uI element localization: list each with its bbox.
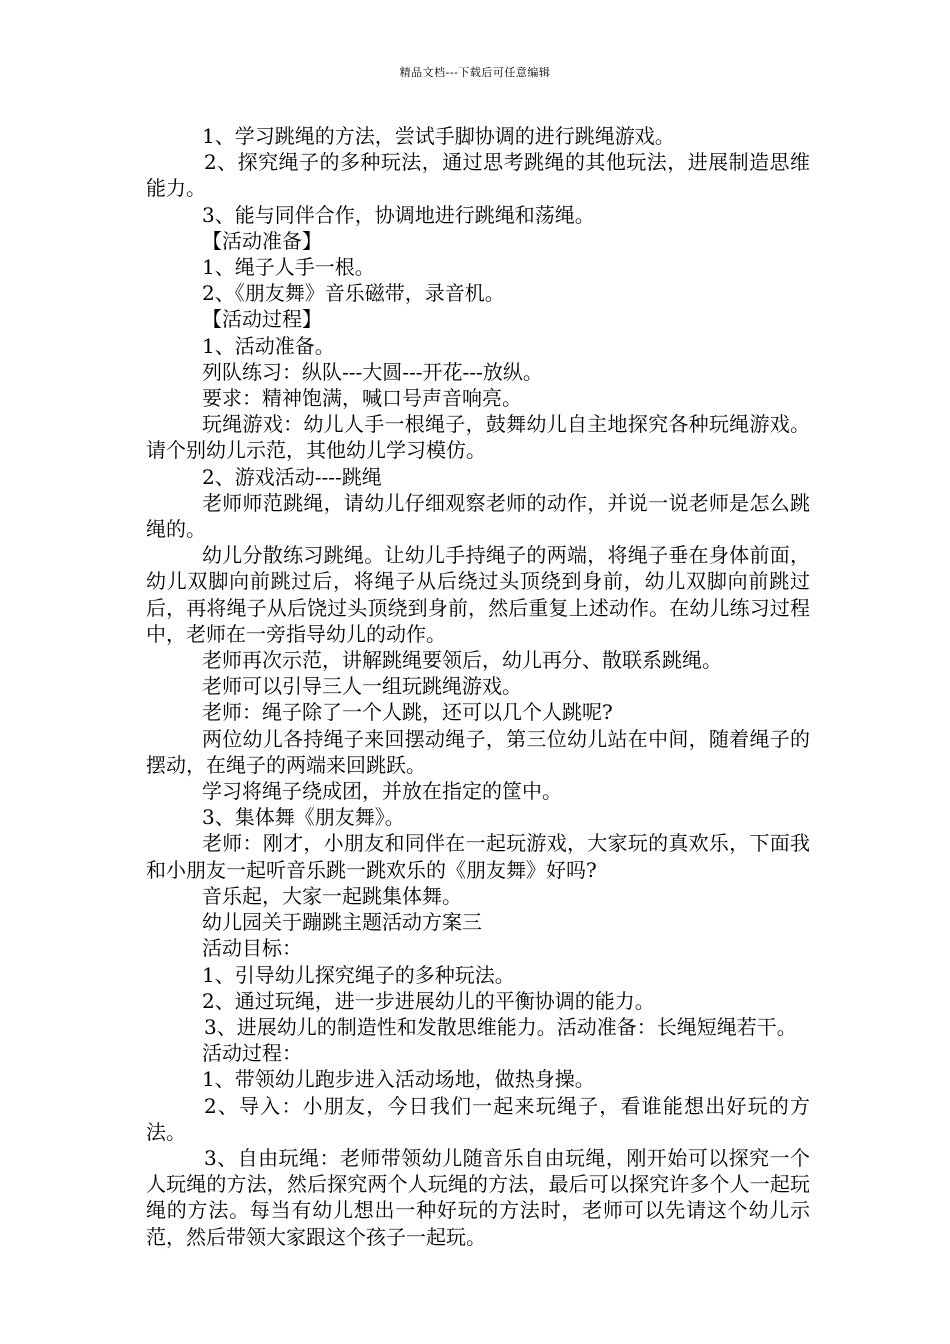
paragraph: 1、活动准备。 (202, 333, 335, 358)
paragraph: 两位幼儿各持绳子来回摆动绳子，第三位幼儿站在中间，随着绳子的摆动，在绳子的两端来回跳跃。 (146, 726, 810, 777)
document-body (146, 123, 810, 1250)
paragraph: 要求：精神饱满，喊口号声音响亮。 (202, 386, 522, 411)
paragraph: 2、游戏活动----跳绳 (202, 464, 382, 489)
paragraph: 3、能与同伴合作，协调地进行跳绳和荡绳。 (202, 202, 595, 227)
paragraph: 老师可以引导三人一组玩跳绳游戏。 (202, 674, 522, 699)
section-title: 幼儿园关于蹦跳主题活动方案三 (202, 910, 482, 935)
paragraph: 老师：刚才，小朋友和同伴在一起玩游戏，大家玩的真欢乐，下面我和小朋友一起听音乐跳一跳欢乐的《朋友舞》好吗? (146, 831, 810, 882)
paragraph: 2、《朋友舞》音乐磁带，录音机。 (202, 281, 505, 306)
paragraph: 列队练习：纵队---大圆---开花---放纵。 (202, 359, 543, 384)
paragraph: 2、探究绳子的多种玩法，通过思考跳绳的其他玩法，进展制造思维能力。 (146, 150, 810, 201)
page-header: 精品文档---下载后可任意编辑 (399, 66, 551, 79)
paragraph: 3、集体舞《朋友舞》。 (202, 805, 405, 830)
paragraph: 1、引导幼儿探究绳子的多种玩法。 (202, 962, 515, 987)
paragraph: 老师师范跳绳，请幼儿仔细观察老师的动作，并说一说老师是怎么跳绳的。 (146, 490, 810, 542)
paragraph: 老师再次示范，讲解跳绳要领后，幼儿再分、散联系跳绳。 (202, 648, 722, 673)
paragraph: 玩绳游戏：幼儿人手一根绳子，鼓舞幼儿自主地探究各种玩绳游戏。请个别幼儿示范，其他幼儿学习模仿。 (146, 412, 810, 463)
paragraph: 2、通过玩绳，进一步进展幼儿的平衡协调的能力。 (202, 988, 655, 1013)
paragraph: 活动过程： (202, 1041, 302, 1066)
paragraph: 音乐起，大家一起跳集体舞。 (202, 883, 462, 908)
section-heading: 【活动准备】 (202, 228, 322, 253)
section-heading: 【活动过程】 (202, 307, 322, 332)
paragraph: 学习将绳子绕成团，并放在指定的筐中。 (202, 779, 562, 804)
paragraph: 活动目标： (202, 936, 302, 961)
paragraph: 2、导入：小朋友，今日我们一起来玩绳子，看谁能想出好玩的方法。 (146, 1093, 810, 1144)
paragraph: 老师：绳子除了一个人跳，还可以几个人跳呢? (202, 700, 613, 725)
paragraph: 3、进展幼儿的制造性和发散思维能力。活动准备：长绳短绳若干。 (204, 1014, 797, 1039)
paragraph: 幼儿分散练习跳绳。让幼儿手持绳子的两端，将绳子垂在身体前面，幼儿双脚向前跳过后，将绳子从后绕过头顶绕到身前，幼儿双脚向前跳过后，再将绳子从后饶过头顶绕到身前，然后重复上述动作。在幼儿练习过程中，老师在一旁指导幼儿的动作。 (146, 543, 810, 646)
paragraph: 1、带领幼儿跑步进入活动场地，做热身操。 (202, 1067, 595, 1092)
paragraph: 1、绳子人手一根。 (202, 255, 375, 280)
paragraph: 3、自由玩绳：老师带领幼儿随音乐自由玩绳，刚开始可以探究一个人玩绳的方法，然后探究两个人玩绳的方法，最后可以探究许多个人一起玩绳的方法。每当有幼儿想出一种好玩的方法时，老师可以先请这个幼儿示范，然后带领大家跟这个孩子一起玩。 (146, 1145, 810, 1249)
paragraph: 1、学习跳绳的方法，尝试手脚协调的进行跳绳游戏。 (202, 124, 675, 148)
